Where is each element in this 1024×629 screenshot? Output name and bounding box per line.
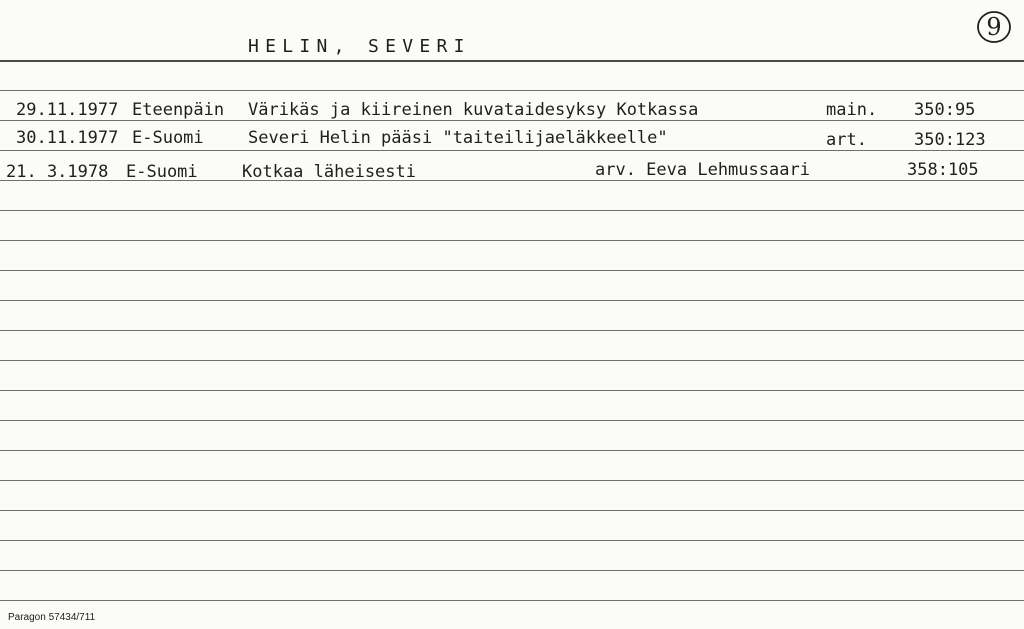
entry-note: art.	[826, 130, 867, 150]
ruled-line	[0, 120, 1024, 121]
ruled-line	[0, 270, 1024, 271]
entry-date: 30.11.1977	[16, 128, 119, 148]
ruled-line	[0, 480, 1024, 481]
ruled-line	[0, 240, 1024, 241]
entry-title: Kotkaa läheisesti	[242, 162, 416, 182]
entry-title: Severi Helin pääsi "taiteilijaeläkkeelle"	[248, 128, 668, 148]
entry-note: arv. Eeva Lehmussaari	[595, 160, 810, 180]
ruled-line	[0, 360, 1024, 361]
ruled-line	[0, 210, 1024, 211]
number-mark-text: 9	[986, 13, 1002, 41]
ruled-line	[0, 300, 1024, 301]
ruled-line	[0, 600, 1024, 601]
entry-ref: 358:105	[907, 160, 979, 180]
entry-title: Värikäs ja kiireinen kuvataidesyksy Kotkassa	[248, 100, 699, 120]
entry-source: Eteenpäin	[132, 100, 225, 120]
ruled-line	[0, 420, 1024, 421]
entry-date: 21. 3.1978	[6, 162, 109, 182]
ruled-line	[0, 450, 1024, 451]
ruled-line	[0, 540, 1024, 541]
entry-note: main.	[826, 100, 878, 120]
card-name: HELIN, SEVERI	[248, 36, 471, 57]
header-rule	[0, 60, 1024, 62]
ruled-line	[0, 510, 1024, 511]
entry-ref: 350:123	[914, 130, 986, 150]
number-circle-mark	[975, 8, 1013, 46]
ruled-line	[0, 330, 1024, 331]
ruled-line	[0, 390, 1024, 391]
entry-source: E-Suomi	[132, 128, 204, 148]
printer-mark: Paragon 57434/711	[8, 612, 96, 623]
ruled-line	[0, 570, 1024, 571]
entry-ref: 350:95	[914, 100, 976, 120]
entry-source: E-Suomi	[126, 162, 198, 182]
ruled-line	[0, 150, 1024, 151]
entry-date: 29.11.1977	[16, 100, 119, 120]
ruled-line	[0, 90, 1024, 91]
